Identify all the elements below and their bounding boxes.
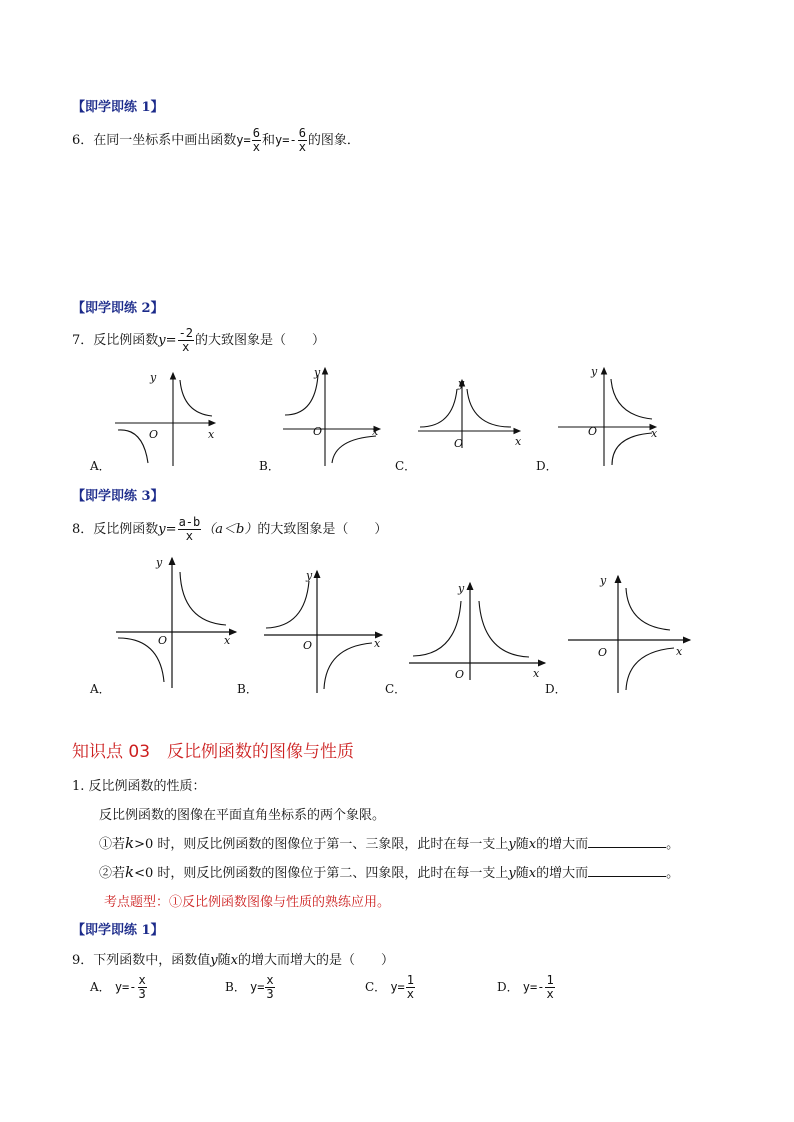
q6-f2-prefix: y=- xyxy=(275,133,297,147)
q7c-y-label: y xyxy=(458,377,465,390)
q8b-origin-label: O xyxy=(303,639,313,652)
q8-fraction: $\frac{a-b}{x}$ xyxy=(178,515,201,543)
q8c-x-label: x xyxy=(533,667,540,680)
q8-option-c-label: C． xyxy=(385,682,407,696)
q9-option-b-fraction: $\frac{x}{3}$ xyxy=(266,973,274,1001)
q7-option-c-label: C． xyxy=(395,459,417,473)
q8d-origin-label: O xyxy=(598,646,608,659)
q7a-y-label: y xyxy=(150,371,157,384)
q7d-x-label: x xyxy=(651,427,658,440)
q7c-origin-label: O xyxy=(454,437,464,450)
practice-label-3: 【即学即练 3】 xyxy=(72,489,164,504)
question-7 xyxy=(72,327,325,354)
q9-option-c[interactable]: C． y= $\frac{1}{x}$ xyxy=(365,973,415,1001)
q8c-y-label: y xyxy=(458,582,465,595)
q8-number: 8． xyxy=(72,522,94,537)
q8d-y-label: y xyxy=(600,574,607,587)
q7a-origin-label: O xyxy=(149,428,159,441)
q8-eq: = xyxy=(165,522,177,537)
section-title: 知识点 03 反比例函数的图像与性质 xyxy=(72,742,355,762)
q7b-origin-label: O xyxy=(313,425,323,438)
practice-label-1: 【即学即练 1】 xyxy=(72,100,164,115)
props-heading: 1. 反比例函数的性质： xyxy=(72,779,206,794)
q7-fraction: $\frac{-2}{x}$ xyxy=(178,326,194,354)
q7-eq: = xyxy=(165,333,177,348)
q8-var: y xyxy=(158,522,166,537)
exam-type-note: 考点题型：①反比例函数图像与性质的熟练应用。 xyxy=(104,895,391,910)
q6-fraction-2: $\frac{6}{x}$ xyxy=(298,126,306,154)
props-blank-1[interactable] xyxy=(588,835,666,848)
q7-graph-d xyxy=(556,363,661,468)
q9-option-b[interactable]: B． y= $\frac{x}{3}$ xyxy=(225,973,274,1001)
props-line-1: 反比例函数的图像在平面直角坐标系的两个象限。 xyxy=(99,808,386,823)
q7-var: y xyxy=(158,333,166,348)
q7-option-a-label: A． xyxy=(90,459,111,473)
q7-text-pre: 反比例函数 xyxy=(93,333,159,348)
q6-text-mid: 和 xyxy=(261,133,275,148)
q8-condition: （a＜b） xyxy=(202,522,258,537)
q8-text-pre: 反比例函数 xyxy=(93,522,159,537)
q6-number: 6． xyxy=(72,133,94,148)
q7-option-b-label: B． xyxy=(259,459,280,473)
q8b-y-label: y xyxy=(306,569,313,582)
question-8 xyxy=(72,516,387,543)
q7-graph-c xyxy=(415,375,525,450)
q8-graph-b xyxy=(260,565,390,695)
q7b-x-label: x xyxy=(372,425,379,438)
q8-option-b-label: B． xyxy=(237,682,258,696)
question-6 xyxy=(72,127,360,154)
q7b-y-label: y xyxy=(314,366,321,379)
q7-graph-b xyxy=(280,363,390,468)
q8-graph-c xyxy=(405,577,550,682)
q7-text-post: 的大致图象是（ ） xyxy=(195,333,326,348)
q7-number: 7． xyxy=(72,333,94,348)
q9-option-a[interactable]: A． y=- $\frac{x}{3}$ xyxy=(90,973,146,1001)
q7-graph-a xyxy=(110,368,225,468)
q8-option-d-label: D． xyxy=(545,682,567,696)
q8-graph-a xyxy=(112,550,242,690)
practice-label-1b: 【即学即练 1】 xyxy=(72,923,164,938)
q6-fraction-1: $\frac{6}{x}$ xyxy=(252,126,260,154)
q6-f1-prefix: y= xyxy=(236,133,251,147)
practice-label-2: 【即学即练 2】 xyxy=(72,301,164,316)
props-blank-2[interactable] xyxy=(588,864,666,877)
q8a-x-label: x xyxy=(224,634,231,647)
q7a-x-label: x xyxy=(208,428,215,441)
q6-text-pre: 在同一坐标系中画出函数 xyxy=(93,133,237,148)
q9-option-d[interactable]: D． y=- $\frac{1}{x}$ xyxy=(497,973,554,1001)
props-line-2: ①若k>0 时，则反比例函数的图像位于第一、三象限，此时在每一支上y随x的增大而 。 xyxy=(99,834,680,852)
q9-option-d-fraction: $\frac{1}{x}$ xyxy=(546,973,554,1001)
q8a-y-label: y xyxy=(156,556,163,569)
q6-text-post: 的图象． xyxy=(307,133,360,148)
q7c-x-label: x xyxy=(515,435,522,448)
question-9: 9．下列函数中，函数值y随x的增大而增大的是（ ） xyxy=(72,953,395,968)
q9-option-a-fraction: $\frac{x}{3}$ xyxy=(138,973,146,1001)
q9-option-c-fraction: $\frac{1}{x}$ xyxy=(406,973,415,1001)
q8a-origin-label: O xyxy=(158,634,168,647)
props-line-3: ②若k<0 时，则反比例函数的图像位于第二、四象限，此时在每一支上y随x的增大而 。 xyxy=(99,863,680,881)
q8b-x-label: x xyxy=(374,637,381,650)
q7d-y-label: y xyxy=(591,365,598,378)
q8-option-a-label: A． xyxy=(90,682,111,696)
q7-option-d-label: D． xyxy=(536,459,558,473)
q8c-origin-label: O xyxy=(455,668,465,681)
q8-graph-d xyxy=(566,570,696,695)
q8d-x-label: x xyxy=(676,645,683,658)
q8-text-post: 的大致图象是（ ） xyxy=(257,522,388,537)
q7d-origin-label: O xyxy=(588,425,598,438)
